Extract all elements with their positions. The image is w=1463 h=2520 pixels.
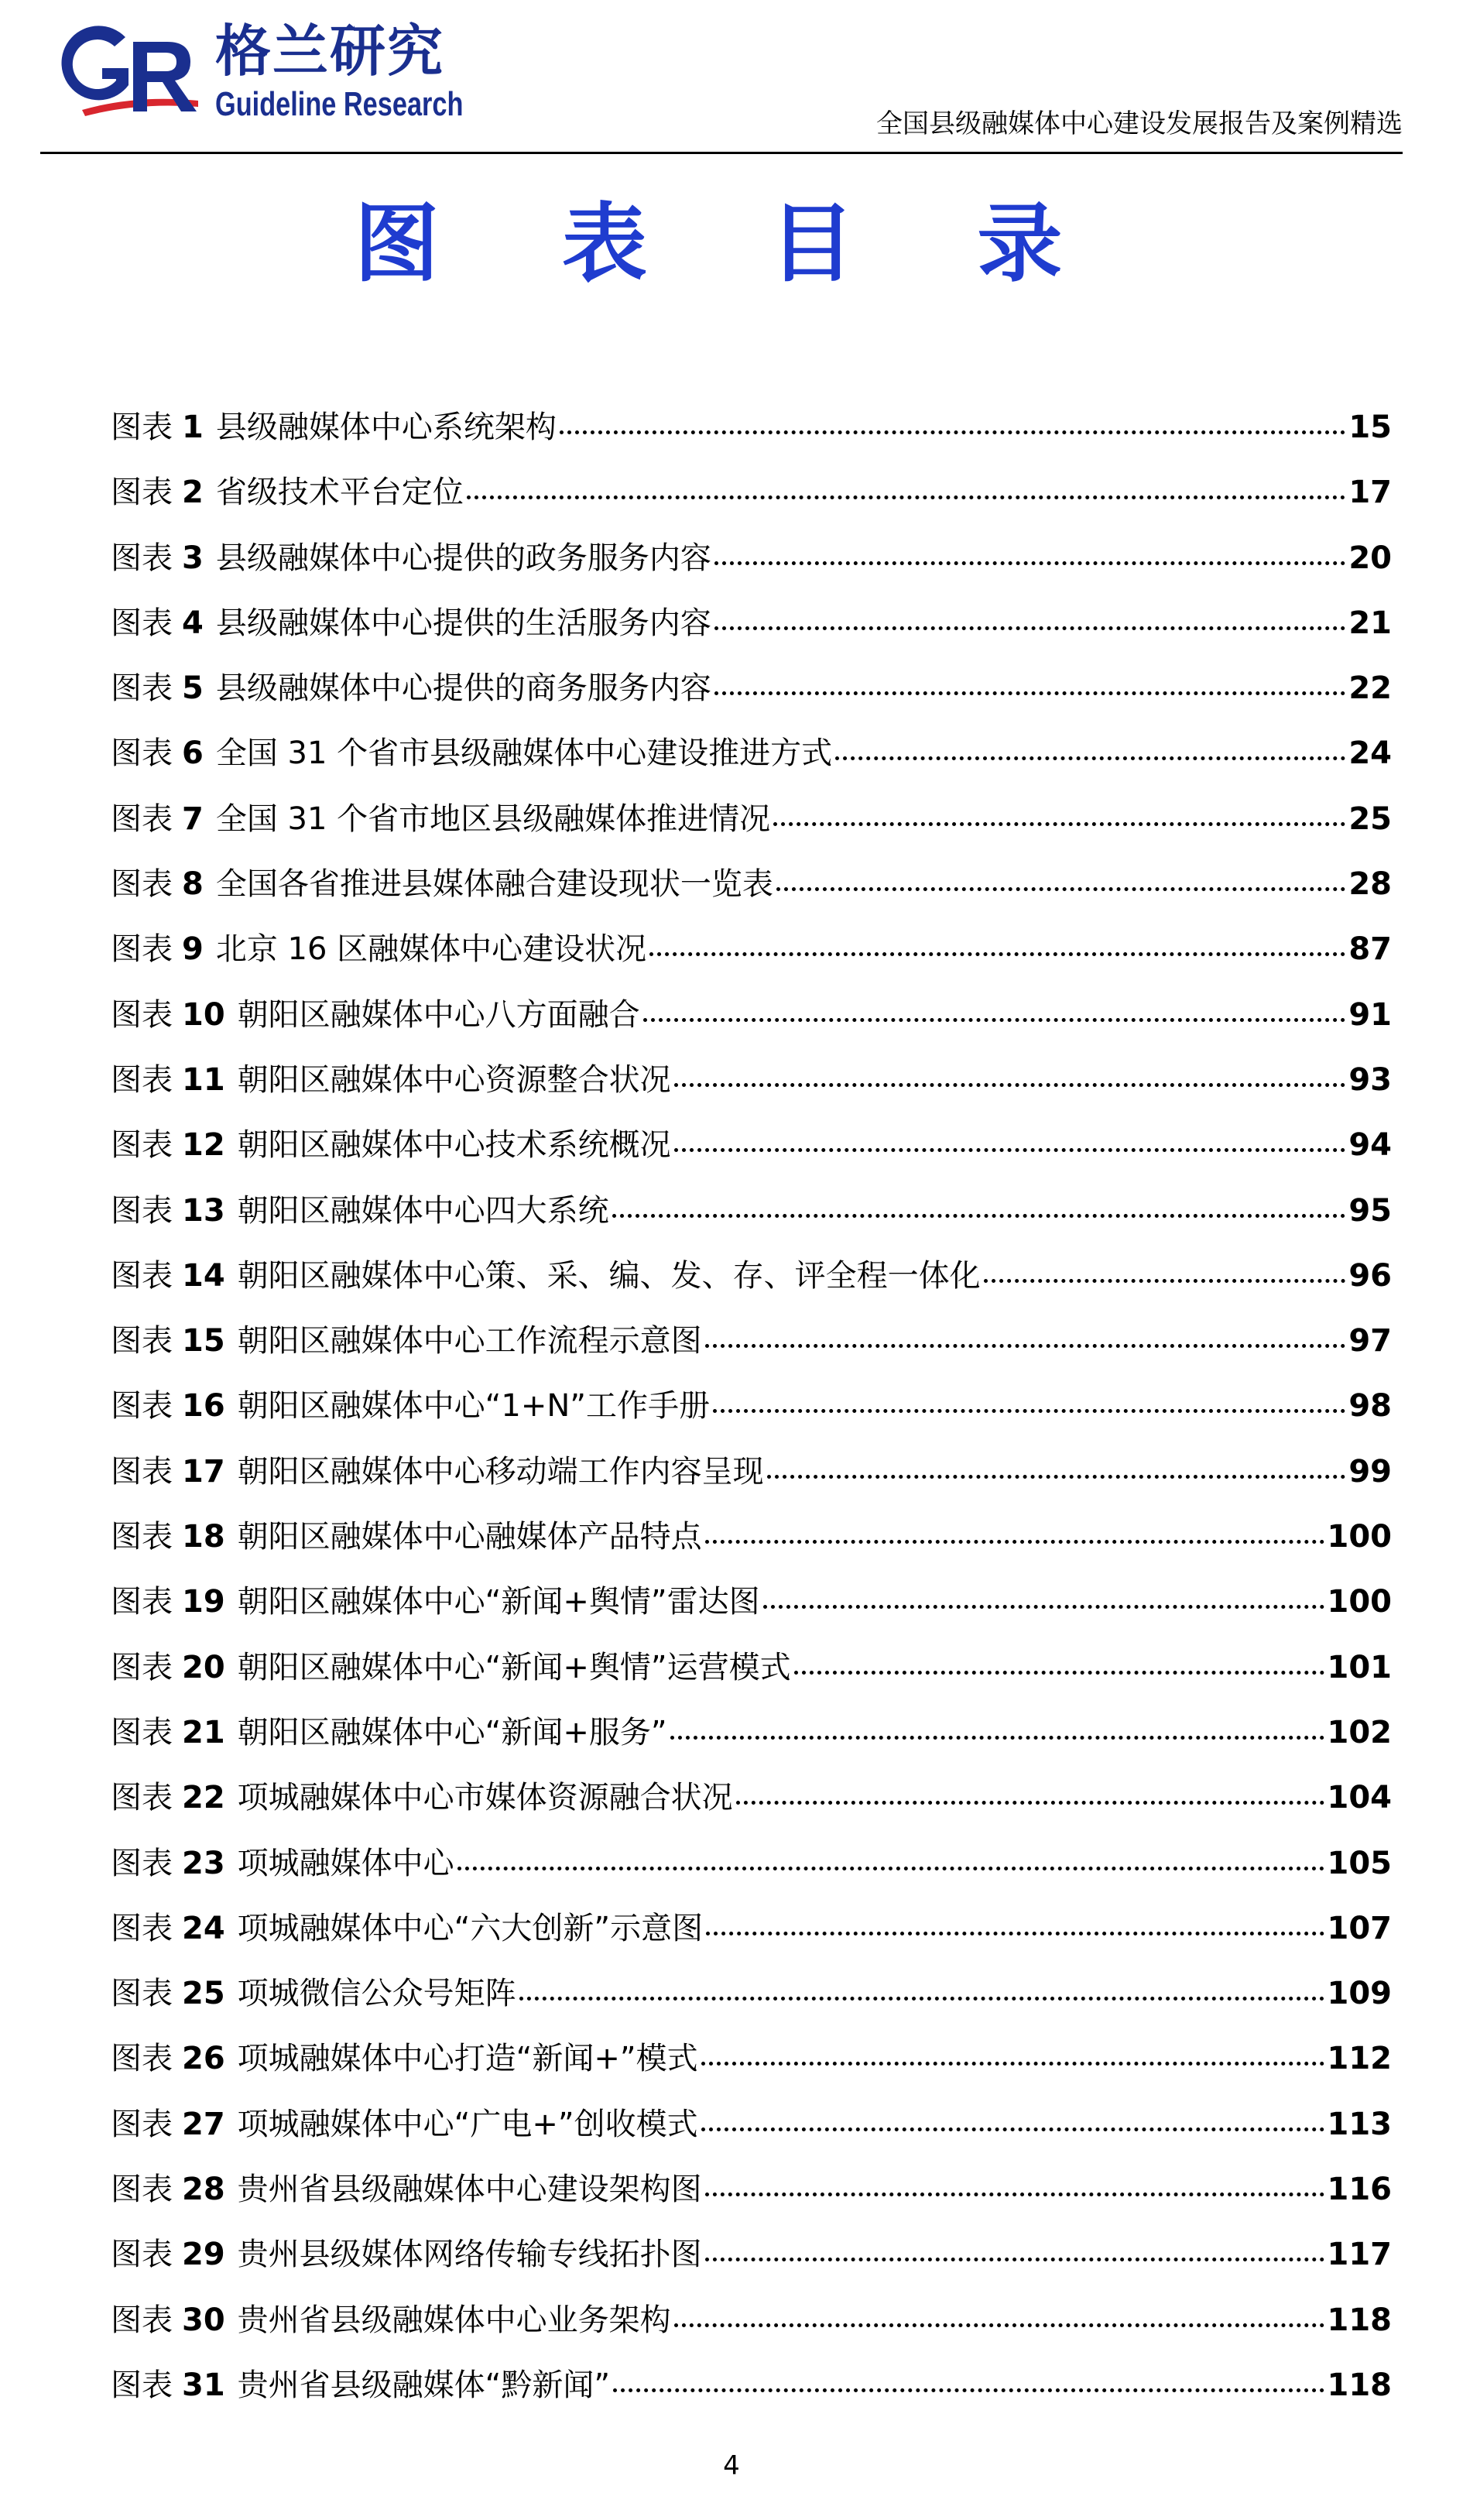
toc-entry-page: 112 <box>1327 2041 1392 2077</box>
toc-entry-title: 项城微信公众号矩阵 <box>237 1976 516 2012</box>
toc-entry-page: 95 <box>1348 1192 1392 1229</box>
toc-leader-dots <box>714 691 1345 695</box>
toc-entry-prefix: 图表 <box>111 670 173 707</box>
toc-leader-dots <box>705 1344 1346 1348</box>
toc-entry-page: 109 <box>1327 1976 1392 2012</box>
toc-leader-dots <box>701 2127 1324 2131</box>
toc-entry-number: 4 <box>182 605 204 641</box>
toc-entry-prefix: 图表 <box>111 1323 173 1359</box>
toc-entry-title: 县级融媒体中心提供的生活服务内容 <box>215 605 711 641</box>
toc-entry[interactable] <box>111 1765 1392 1830</box>
toc-entry-title: 省级技术平台定位 <box>215 475 464 511</box>
toc-leader-dots <box>776 887 1345 891</box>
toc-leader-dots <box>467 495 1345 499</box>
toc-entry[interactable] <box>111 917 1392 982</box>
toc-entry-page: 93 <box>1348 1061 1392 1098</box>
toc-entry[interactable] <box>111 1243 1392 1308</box>
toc-entry-prefix: 图表 <box>111 1714 173 1750</box>
toc-entry[interactable] <box>111 2222 1392 2287</box>
logo-chinese-name: 格兰研究 <box>215 19 445 84</box>
toc-entry-title: 朝阳区融媒体中心工作流程示意图 <box>237 1323 702 1359</box>
toc-entry-page: 101 <box>1327 1649 1392 1685</box>
toc-entry-number: 15 <box>182 1323 225 1359</box>
toc-entry-page: 118 <box>1327 2302 1392 2338</box>
toc-entry-page: 100 <box>1327 1519 1392 1555</box>
toc-leader-dots <box>773 822 1345 826</box>
toc-entry-page: 20 <box>1348 540 1392 576</box>
toc-entry-number: 25 <box>182 1976 225 2012</box>
toc-leader-dots <box>714 626 1345 630</box>
toc-entry-page: 116 <box>1327 2172 1392 2208</box>
toc-entry-prefix: 图表 <box>111 2106 173 2142</box>
toc-entry-title: 朝阳区融媒体中心四大系统 <box>237 1192 609 1229</box>
toc-leader-dots <box>613 2388 1324 2392</box>
toc-entry-title: 县级融媒体中心提供的商务服务内容 <box>215 670 711 707</box>
toc-entry[interactable] <box>111 1896 1392 1961</box>
toc-entry-prefix: 图表 <box>111 1519 173 1555</box>
toc-entry-number: 13 <box>182 1192 225 1229</box>
toc-entry-prefix: 图表 <box>111 1649 173 1685</box>
toc-entry-number: 6 <box>182 735 204 772</box>
toc-entry-number: 10 <box>182 996 225 1033</box>
toc-entry-page: 113 <box>1327 2106 1392 2142</box>
toc-entry[interactable] <box>111 1439 1392 1504</box>
toc-entry-prefix: 图表 <box>111 475 173 511</box>
toc-entry-prefix: 图表 <box>111 410 173 445</box>
toc-entry-page: 105 <box>1327 1845 1392 1881</box>
toc-entry-page: 98 <box>1348 1388 1392 1425</box>
toc-leader-dots <box>670 1736 1324 1740</box>
toc-entry-number: 3 <box>182 540 204 576</box>
toc-entry-number: 24 <box>182 1910 225 1946</box>
toc-entry-prefix: 图表 <box>111 1584 173 1620</box>
toc-entry-number: 9 <box>182 931 204 968</box>
toc-entry-prefix: 图表 <box>111 1976 173 2012</box>
toc-entry-title: 贵州省县级融媒体中心建设架构图 <box>237 2172 702 2208</box>
toc-entry[interactable] <box>111 2157 1392 2222</box>
toc-entry-title: 朝阳区融媒体中心“1+N”工作手册 <box>237 1388 711 1425</box>
toc-entry-prefix: 图表 <box>111 1257 173 1294</box>
guideline-research-logo-icon <box>51 14 206 122</box>
toc-entry-number: 26 <box>182 2041 225 2077</box>
toc-entry-prefix: 图表 <box>111 996 173 1033</box>
toc-leader-dots <box>519 1997 1324 2001</box>
toc-entry-page: 97 <box>1348 1323 1392 1359</box>
toc-entry[interactable] <box>111 1831 1392 1896</box>
toc-entry[interactable] <box>111 2092 1392 2157</box>
toc-entry-title: 项城融媒体中心打造“新闻+”模式 <box>237 2041 698 2077</box>
toc-entry-title: 全国 31 个省市县级融媒体中心建设推进方式 <box>215 735 833 772</box>
toc-entry-title: 朝阳区融媒体中心技术系统概况 <box>237 1127 671 1164</box>
toc-entry[interactable] <box>111 526 1392 591</box>
toc-entry[interactable] <box>111 2026 1392 2091</box>
toc-leader-dots <box>643 1018 1346 1022</box>
toc-entry[interactable] <box>111 460 1392 525</box>
toc-entry-number: 1 <box>182 410 204 445</box>
toc-entry-page: 100 <box>1327 1584 1392 1620</box>
toc-leader-dots <box>457 1867 1324 1870</box>
toc-entry-number: 8 <box>182 866 204 903</box>
toc-leader-dots <box>674 1148 1346 1152</box>
page-header <box>40 0 1403 155</box>
toc-entry[interactable] <box>111 1961 1392 2026</box>
toc-entry-number: 14 <box>182 1257 225 1294</box>
toc-entry-number: 19 <box>182 1584 225 1620</box>
page-number: 4 <box>723 2450 740 2481</box>
toc-entry-number: 16 <box>182 1388 225 1425</box>
toc-entry-title: 县级融媒体中心系统架构 <box>215 410 557 445</box>
toc-entry-prefix: 图表 <box>111 2041 173 2077</box>
toc-entry-prefix: 图表 <box>111 1910 173 1946</box>
toc-entry-prefix: 图表 <box>111 866 173 903</box>
logo <box>51 14 464 123</box>
toc-entry-page: 87 <box>1348 931 1392 968</box>
toc-entry-page: 117 <box>1327 2237 1392 2273</box>
toc-leader-dots <box>674 2323 1324 2327</box>
toc-entry-page: 91 <box>1348 996 1392 1033</box>
toc-entry-page: 104 <box>1327 1780 1392 1816</box>
toc-entry[interactable] <box>111 1504 1392 1569</box>
toc-entry-prefix: 图表 <box>111 1780 173 1816</box>
toc-entry[interactable] <box>111 1308 1392 1373</box>
toc-entry-prefix: 图表 <box>111 1845 173 1881</box>
toc-leader-dots <box>560 430 1345 434</box>
header-divider <box>40 152 1403 154</box>
toc-entry[interactable] <box>111 1113 1392 1178</box>
toc-entry-title: 贵州县级媒体网络传输专线拓扑图 <box>237 2237 702 2273</box>
toc-entry-number: 18 <box>182 1519 225 1555</box>
toc-entry-prefix: 图表 <box>111 931 173 968</box>
toc-entry-prefix: 图表 <box>111 2172 173 2208</box>
toc-entry-page: 21 <box>1348 605 1392 641</box>
toc-entry[interactable] <box>111 721 1392 786</box>
toc-entry-prefix: 图表 <box>111 2237 173 2273</box>
report-title: 全国县级融媒体中心建设发展报告及案例精选 <box>876 108 1403 139</box>
toc-entry-page: 28 <box>1348 866 1392 903</box>
toc-entry-title: 县级融媒体中心提供的政务服务内容 <box>215 540 711 576</box>
toc-entry-title: 项城融媒体中心市媒体资源融合状况 <box>237 1780 733 1816</box>
toc-entry-page: 25 <box>1348 801 1392 837</box>
toc-entry[interactable] <box>111 982 1392 1047</box>
toc-entry-prefix: 图表 <box>111 801 173 837</box>
toc-entry-number: 2 <box>182 475 204 511</box>
toc-entry-prefix: 图表 <box>111 1127 173 1164</box>
toc-leader-dots <box>984 1279 1346 1283</box>
toc-entry-title: 朝阳区融媒体中心“新闻+舆情”运营模式 <box>237 1649 791 1685</box>
toc-entry-prefix: 图表 <box>111 2302 173 2338</box>
toc-entry[interactable] <box>111 1178 1392 1243</box>
toc-entry-title: 贵州省县级融媒体“黔新闻” <box>237 2367 611 2403</box>
toc-leader-dots <box>767 1475 1346 1479</box>
toc-entry-number: 31 <box>182 2367 225 2403</box>
figure-table-of-contents <box>111 395 1392 2418</box>
toc-entry[interactable] <box>111 1569 1392 1634</box>
toc-entry-number: 22 <box>182 1780 225 1816</box>
toc-entry[interactable] <box>111 591 1392 656</box>
toc-leader-dots <box>701 2062 1324 2066</box>
toc-entry-page: 107 <box>1327 1910 1392 1946</box>
toc-entry[interactable] <box>111 656 1392 721</box>
toc-leader-dots <box>674 1083 1346 1087</box>
page-title: 图 表 目 录 <box>354 194 1109 293</box>
toc-entry[interactable] <box>111 1700 1392 1765</box>
toc-entry-page: 96 <box>1348 1257 1392 1294</box>
toc-entry-prefix: 图表 <box>111 735 173 772</box>
toc-entry-prefix: 图表 <box>111 1061 173 1098</box>
toc-entry-page: 118 <box>1327 2367 1392 2403</box>
toc-entry-title: 全国 31 个省市地区县级融媒体推进情况 <box>215 801 771 837</box>
toc-entry-number: 27 <box>182 2106 225 2142</box>
toc-entry[interactable] <box>111 2288 1392 2353</box>
toc-entry-title: 朝阳区融媒体中心“新闻+舆情”雷达图 <box>237 1584 760 1620</box>
toc-entry-title: 全国各省推进县媒体融合建设现状一览表 <box>215 866 773 903</box>
toc-leader-dots <box>706 1932 1324 1935</box>
toc-entry-title: 项城融媒体中心“六大创新”示意图 <box>237 1910 704 1946</box>
toc-entry-title: 朝阳区融媒体中心移动端工作内容呈现 <box>237 1453 764 1490</box>
toc-entry-title: 朝阳区融媒体中心“新闻+服务” <box>237 1714 667 1750</box>
toc-entry-number: 20 <box>182 1649 225 1685</box>
toc-leader-dots <box>763 1605 1324 1609</box>
toc-entry[interactable] <box>111 787 1392 852</box>
toc-entry-title: 朝阳区融媒体中心八方面融合 <box>237 996 640 1033</box>
toc-entry-page: 99 <box>1348 1453 1392 1490</box>
toc-entry[interactable] <box>111 1635 1392 1700</box>
toc-entry-number: 23 <box>182 1845 225 1881</box>
toc-entry-prefix: 图表 <box>111 1192 173 1229</box>
toc-leader-dots <box>736 1801 1324 1805</box>
toc-entry-page: 102 <box>1327 1714 1392 1750</box>
toc-leader-dots <box>835 756 1345 760</box>
toc-entry-title: 朝阳区融媒体中心融媒体产品特点 <box>237 1519 702 1555</box>
toc-entry-prefix: 图表 <box>111 605 173 641</box>
toc-entry-page: 17 <box>1348 475 1392 511</box>
toc-entry-page: 15 <box>1348 410 1392 445</box>
toc-entry-number: 17 <box>182 1453 225 1490</box>
toc-entry-page: 22 <box>1348 670 1392 707</box>
logo-english-name: Guideline Research <box>215 85 464 123</box>
toc-entry[interactable] <box>111 1047 1392 1113</box>
toc-entry-prefix: 图表 <box>111 540 173 576</box>
toc-entry-number: 30 <box>182 2302 225 2338</box>
toc-entry-number: 5 <box>182 670 204 707</box>
toc-entry[interactable] <box>111 1373 1392 1438</box>
toc-entry-title: 项城融媒体中心“广电+”创收模式 <box>237 2106 698 2142</box>
toc-leader-dots <box>714 561 1345 565</box>
toc-entry-number: 7 <box>182 801 204 837</box>
toc-entry-page: 94 <box>1348 1127 1392 1164</box>
toc-leader-dots <box>705 2258 1324 2261</box>
toc-entry-number: 28 <box>182 2172 225 2208</box>
toc-entry[interactable] <box>111 395 1392 460</box>
toc-leader-dots <box>612 1214 1346 1218</box>
toc-leader-dots <box>794 1671 1324 1675</box>
toc-entry-page: 24 <box>1348 735 1392 772</box>
toc-entry[interactable] <box>111 852 1392 917</box>
toc-entry-number: 12 <box>182 1127 225 1164</box>
toc-entry-title: 朝阳区融媒体中心资源整合状况 <box>237 1061 671 1098</box>
toc-entry-prefix: 图表 <box>111 2367 173 2403</box>
toc-leader-dots <box>649 952 1345 956</box>
toc-entry-title: 朝阳区融媒体中心策、采、编、发、存、评全程一体化 <box>237 1257 981 1294</box>
toc-entry-number: 29 <box>182 2237 225 2273</box>
toc-entry-number: 21 <box>182 1714 225 1750</box>
toc-entry-prefix: 图表 <box>111 1453 173 1490</box>
toc-entry-prefix: 图表 <box>111 1388 173 1425</box>
toc-entry-number: 11 <box>182 1061 225 1098</box>
toc-leader-dots <box>713 1409 1345 1413</box>
toc-entry-title: 北京 16 区融媒体中心建设状况 <box>215 931 647 968</box>
toc-leader-dots <box>705 2193 1324 2196</box>
toc-entry-title: 贵州省县级融媒体中心业务架构 <box>237 2302 671 2338</box>
toc-entry[interactable] <box>111 2353 1392 2418</box>
toc-entry-title: 项城融媒体中心 <box>237 1845 454 1881</box>
toc-leader-dots <box>705 1540 1324 1544</box>
